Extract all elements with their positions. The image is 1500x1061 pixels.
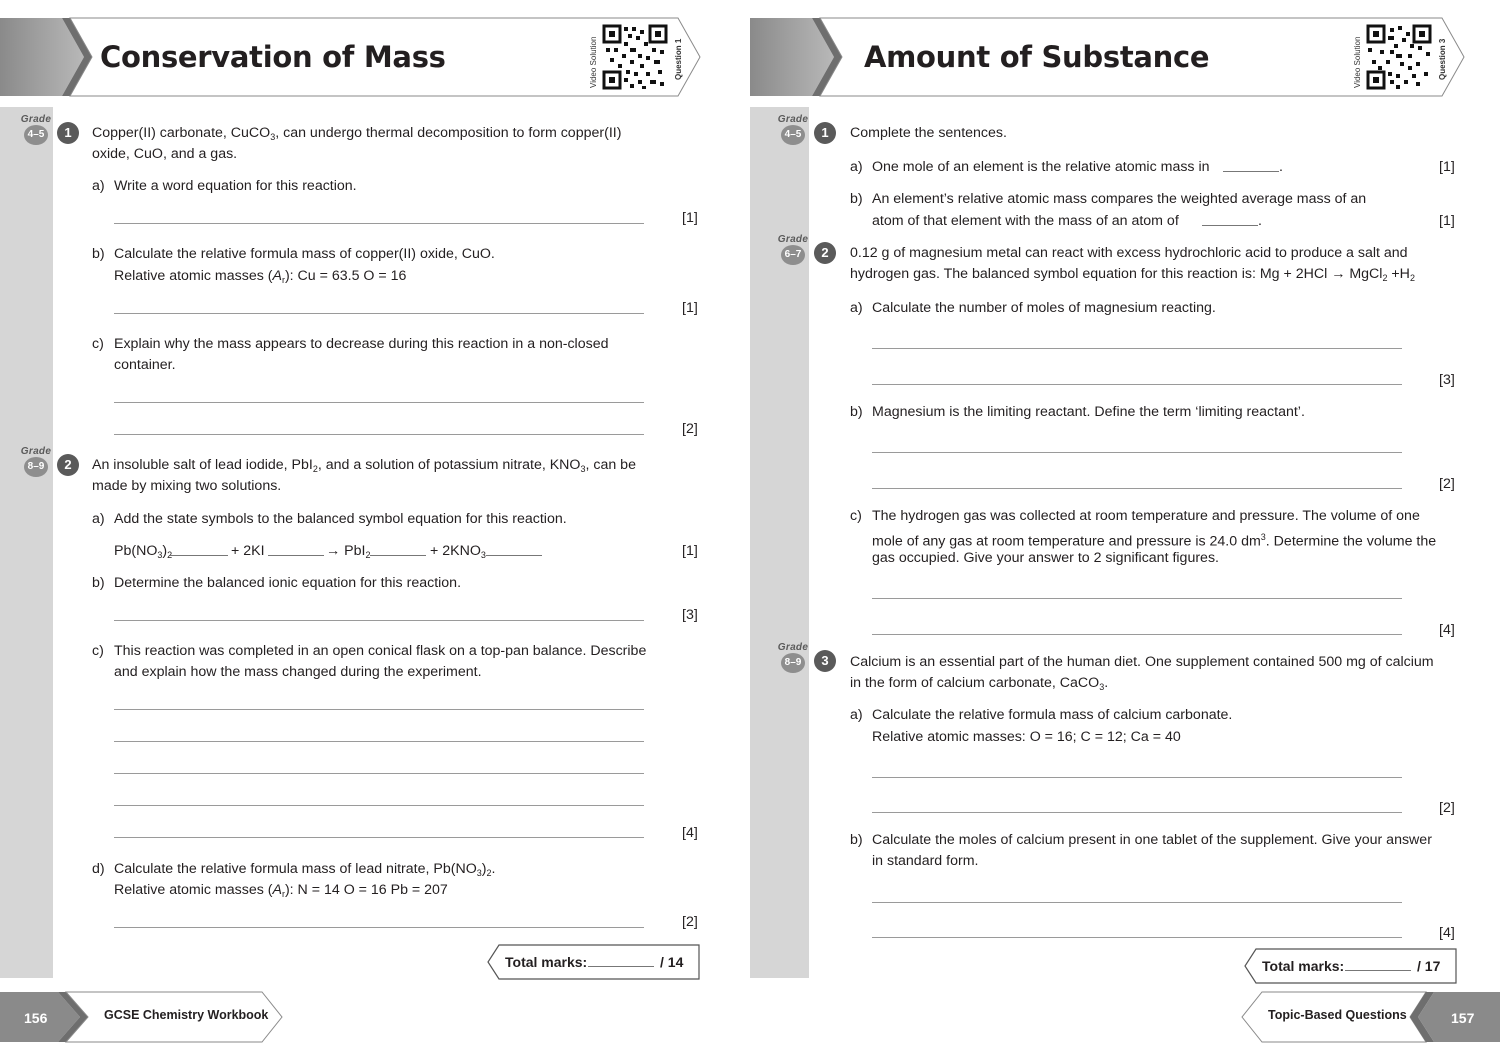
left-q2c-answer-line-3[interactable] xyxy=(114,773,644,774)
left-q2a-marks: [1] xyxy=(682,543,698,559)
qr-code-icon xyxy=(602,24,668,90)
left-q1-number: 1 xyxy=(57,122,79,144)
right-q2c-answer-line-1[interactable] xyxy=(872,598,1402,599)
right-q2c-text2: mole of any gas at room temperature and pressure is 24.0 $dm^3$. Determine the volume the xyxy=(872,532,1437,550)
left-q2c-text: This reaction was completed in an open conical flask on a top-pan balance. Describe xyxy=(114,643,647,659)
right-q3b-answer-line-1[interactable] xyxy=(872,902,1402,903)
left-q2a-state-blank-2[interactable] xyxy=(268,555,324,556)
right-q2-number: 2 xyxy=(814,242,836,264)
right-q1a-text: One mole of an element is the relative atomic mass in xyxy=(872,159,1210,175)
left-q2-number: 2 xyxy=(57,454,79,476)
right-question-ref: Question 3 xyxy=(1438,38,1447,80)
right-q1a-blank[interactable] xyxy=(1223,171,1279,172)
left-q1b-label: b) xyxy=(92,246,105,262)
left-total-marks-value: / 14 xyxy=(660,954,684,970)
left-video-solution-label: Video Solution xyxy=(589,36,598,88)
right-q1b-text: An element’s relative atomic mass compares the weighted average mass of an xyxy=(872,191,1367,207)
left-q1a-text: Write a word equation for this reaction. xyxy=(114,178,357,194)
left-q2d-masses: Relative atomic masses $(A_r)$: N = 14 O = 16 Pb = 207 xyxy=(114,882,448,899)
left-total-marks-blank[interactable] xyxy=(588,966,654,967)
right-q3a-text: Calculate the relative formula mass of calcium carbonate. xyxy=(872,707,1233,723)
left-q1c-text2: container. xyxy=(114,357,176,373)
right-q1b-text2: atom of that element with the mass of an atom of xyxy=(872,213,1179,229)
right-q3-grade-badge: Grade 8–9 xyxy=(775,642,811,682)
left-q1b-masses: Relative atomic masses $(A_r)$: Cu = 63.5 O = 16 xyxy=(114,268,407,285)
right-total-marks-label: Total marks: xyxy=(1262,958,1345,974)
right-q2c-text3: gas occupied. Give your answer to 2 significant figures. xyxy=(872,550,1219,566)
right-footer-label: Topic-Based Questions xyxy=(1268,1008,1407,1022)
left-q1c-answer-line-1[interactable] xyxy=(114,402,644,403)
right-q2a-text: Calculate the number of moles of magnesium reacting. xyxy=(872,300,1216,316)
right-q3-stem: Calcium is an essential part of the human diet. One supplement contained 500 mg of calcium xyxy=(850,654,1434,670)
left-q2d-label: d) xyxy=(92,861,105,877)
left-page-number: 156 xyxy=(24,1010,48,1026)
right-q1b-marks: [1] xyxy=(1439,213,1455,229)
right-q2-grade-badge: Grade 6–7 xyxy=(775,234,811,274)
right-q1b-end: . xyxy=(1258,213,1262,229)
right-q2-stem: 0.12 g of magnesium metal can react with excess hydrochloric acid to produce a salt and xyxy=(850,245,1408,261)
right-page-number: 157 xyxy=(1451,1010,1475,1026)
right-q2a-marks: [3] xyxy=(1439,372,1455,388)
right-q1-grade-badge: Grade 4–5 xyxy=(775,114,811,154)
right-q3a-answer-line-2[interactable] xyxy=(872,812,1402,813)
right-total-marks-blank[interactable] xyxy=(1345,970,1411,971)
left-q1b-text: Calculate the relative formula mass of copper(II) oxide, CuO. xyxy=(114,246,495,262)
right-q2a-answer-line-2[interactable] xyxy=(872,384,1402,385)
left-footer-label: GCSE Chemistry Workbook xyxy=(104,1008,269,1022)
left-page-title: Conservation of Mass xyxy=(100,40,446,74)
right-q2c-label: c) xyxy=(850,508,862,524)
left-q1c-text: Explain why the mass appears to decrease during this reaction in a non-closed xyxy=(114,336,609,352)
left-q2c-answer-line-1[interactable] xyxy=(114,709,644,710)
left-q2c-answer-line-2[interactable] xyxy=(114,741,644,742)
left-q2d-marks: [2] xyxy=(682,914,698,930)
right-q3a-answer-line-1[interactable] xyxy=(872,777,1402,778)
right-q3-number: 3 xyxy=(814,650,836,672)
right-q2b-marks: [2] xyxy=(1439,476,1455,492)
right-q2-stem-line2: hydrogen gas. The balanced symbol equation for this reaction is: Mg + 2HCl → MgCl$_2$ $+H_2$ xyxy=(850,266,1415,283)
right-q2c-answer-line-2[interactable] xyxy=(872,634,1402,635)
left-q2a-state-blank-1[interactable] xyxy=(170,555,228,556)
left-q1a-answer-line[interactable] xyxy=(114,223,644,224)
left-q2a-label: a) xyxy=(92,511,105,527)
right-q1b-label: b) xyxy=(850,191,863,207)
right-q2b-answer-line-1[interactable] xyxy=(872,452,1402,453)
right-q1a-end: . xyxy=(1279,159,1283,175)
right-q2c-text: The hydrogen gas was collected at room temperature and pressure. The volume of one xyxy=(872,508,1420,524)
left-q2c-label: c) xyxy=(92,643,104,659)
left-q2c-answer-line-4[interactable] xyxy=(114,805,644,806)
right-q2b-label: b) xyxy=(850,404,863,420)
qr-code-icon xyxy=(1366,24,1432,90)
left-q2a-text: Add the state symbols to the balanced symbol equation for this reaction. xyxy=(114,511,567,527)
right-q2b-answer-line-2[interactable] xyxy=(872,488,1402,489)
left-q1a-marks: [1] xyxy=(682,210,698,226)
left-q1c-marks: [2] xyxy=(682,421,698,437)
right-q2c-marks: [4] xyxy=(1439,622,1455,638)
right-q3b-marks: [4] xyxy=(1439,925,1455,941)
left-q2b-text: Determine the balanced ionic equation for this reaction. xyxy=(114,575,462,591)
left-q1c-label: c) xyxy=(92,336,104,352)
left-q2c-answer-line-5[interactable] xyxy=(114,837,644,838)
left-q2-stem: An insoluble salt of lead iodide, PbI$_2$, and a solution of potassium nitrate, $KNO_3$, can be xyxy=(92,457,636,474)
right-q2a-answer-line-1[interactable] xyxy=(872,348,1402,349)
right-video-solution-label: Video Solution xyxy=(1353,36,1362,88)
left-qr-code[interactable] xyxy=(602,24,668,90)
left-q1-stem: Copper(II) carbonate, CuCO$_3$, can undergo thermal decomposition to form copper(II) xyxy=(92,125,622,142)
left-q1-grade-badge: Grade 4–5 xyxy=(18,114,54,154)
left-q2b-label: b) xyxy=(92,575,105,591)
right-q3b-text2: in standard form. xyxy=(872,853,979,869)
left-q2d-text: Calculate the relative formula mass of lead nitrate, $Pb(NO_3)_2$. xyxy=(114,861,496,878)
left-q2-stem-line2: made by mixing two solutions. xyxy=(92,478,282,494)
right-q1a-label: a) xyxy=(850,159,863,175)
left-q2a-state-blank-4[interactable] xyxy=(486,555,542,556)
right-page-title: Amount of Substance xyxy=(864,40,1210,74)
left-q2b-marks: [3] xyxy=(682,607,698,623)
right-q3b-label: b) xyxy=(850,832,863,848)
right-q3b-answer-line-2[interactable] xyxy=(872,937,1402,938)
left-q2d-answer-line[interactable] xyxy=(114,927,644,928)
right-q3a-label: a) xyxy=(850,707,863,723)
left-margin-column xyxy=(0,107,53,978)
left-q1-stem-line2: oxide, CuO, and a gas. xyxy=(92,146,238,162)
right-q1-stem: Complete the sentences. xyxy=(850,125,1007,141)
right-q3-stem-line2: in the form of calcium carbonate, CaCO$_3$. xyxy=(850,675,1109,692)
right-q2a-label: a) xyxy=(850,300,863,316)
right-total-marks-value: / 17 xyxy=(1417,958,1441,974)
right-q1-number: 1 xyxy=(814,122,836,144)
right-q3a-text2: Relative atomic masses: O = 16; C = 12; Ca = 40 xyxy=(872,729,1181,745)
left-q2a-equation-term4: + $2KNO_3$ xyxy=(430,543,486,560)
left-q1b-answer-line[interactable] xyxy=(114,313,644,314)
right-q1b-blank[interactable] xyxy=(1202,225,1258,226)
right-q2b-text: Magnesium is the limiting reactant. Define the term ‘limiting reactant’. xyxy=(872,404,1305,420)
left-q2a-equation-term2: + 2KI xyxy=(231,543,265,559)
right-q3a-marks: [2] xyxy=(1439,800,1455,816)
left-q1c-answer-line-2[interactable] xyxy=(114,434,644,435)
left-q2c-marks: [4] xyxy=(682,825,698,841)
left-question-ref: Question 1 xyxy=(674,38,683,80)
left-q2-grade-badge: Grade 8–9 xyxy=(18,446,54,486)
left-q1a-label: a) xyxy=(92,178,105,194)
left-q1b-marks: [1] xyxy=(682,300,698,316)
left-q2b-answer-line[interactable] xyxy=(114,620,644,621)
left-q2a-equation-term1: $Pb(NO_3)_2$ xyxy=(114,543,173,560)
left-q2c-text2: and explain how the mass changed during the experiment. xyxy=(114,664,482,680)
left-q2a-state-blank-3[interactable] xyxy=(370,555,426,556)
left-q2a-equation-term3: → PbI$_2$ xyxy=(326,543,371,560)
right-qr-code[interactable] xyxy=(1366,24,1432,90)
right-q1a-marks: [1] xyxy=(1439,159,1455,175)
left-total-marks-label: Total marks: xyxy=(505,954,588,970)
right-q3b-text: Calculate the moles of calcium present in one tablet of the supplement. Give your answer xyxy=(872,832,1432,848)
